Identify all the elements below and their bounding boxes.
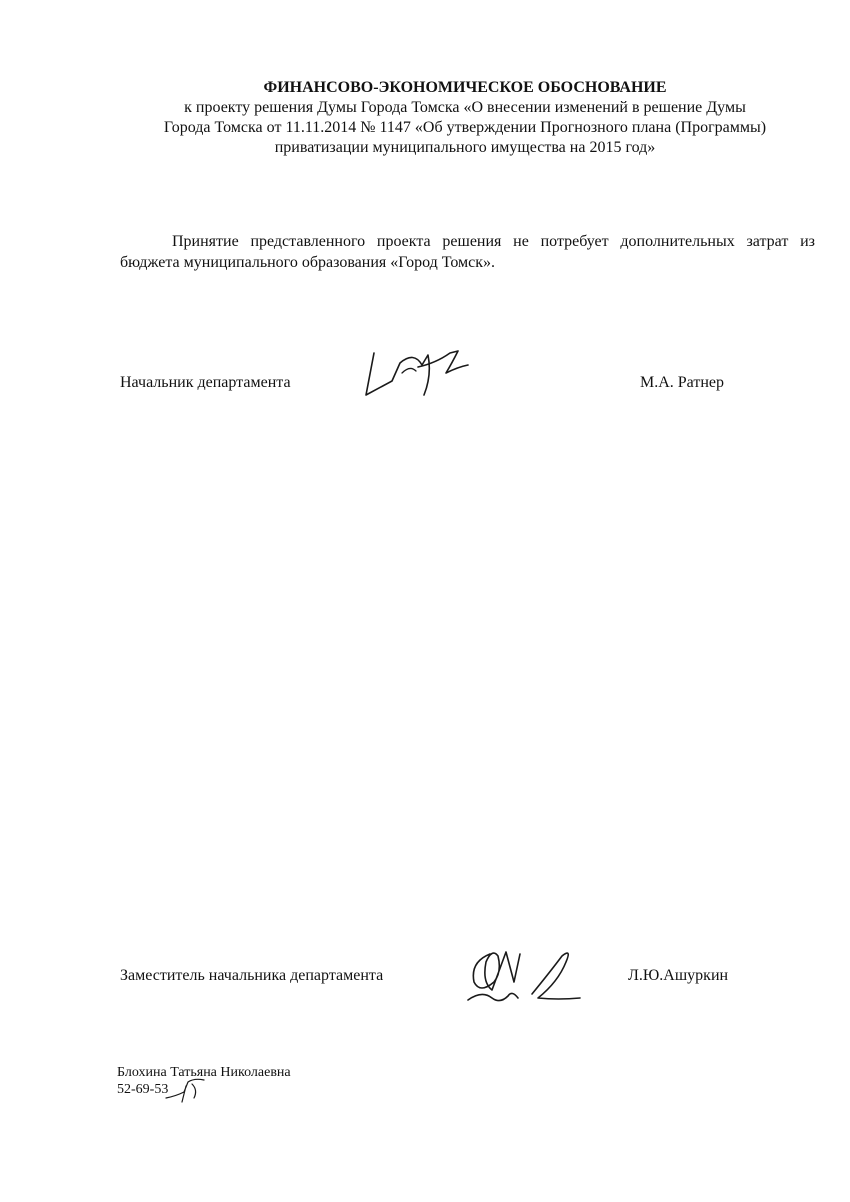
signature-1-position: Начальник департамента — [120, 374, 291, 391]
executor-initials-handwritten — [164, 1076, 208, 1104]
signature-1-name: М.А. Ратнер — [640, 374, 725, 391]
executor-name: Блохина Татьяна Николаевна — [117, 1065, 291, 1080]
signature-2-name: Л.Ю.Ашуркин — [628, 967, 729, 984]
signature-2-position: Заместитель начальника департамента — [120, 967, 384, 984]
header-line-3: приватизации муниципального имущества на 2015 год» — [274, 139, 656, 156]
signature-2-handwritten — [462, 942, 587, 1012]
signature-1-handwritten — [362, 345, 482, 400]
body-paragraph: Принятие представленного проекта решения не потребует дополнительных затрат из бюджета муниципального образования «Город Томск». — [120, 233, 815, 271]
document-title: ФИНАНСОВО-ЭКОНОМИЧЕСКОЕ ОБОСНОВАНИЕ — [263, 79, 667, 96]
document-header — [110, 78, 820, 158]
header-line-2: Города Томска от 11.11.2014 № 1147 «Об утверждении Прогнозного плана (Программы) — [163, 119, 767, 136]
executor-phone: 52-69-53 — [117, 1082, 169, 1097]
header-line-1: к проекту решения Думы Города Томска «О внесении изменений в решение Думы — [184, 99, 746, 116]
